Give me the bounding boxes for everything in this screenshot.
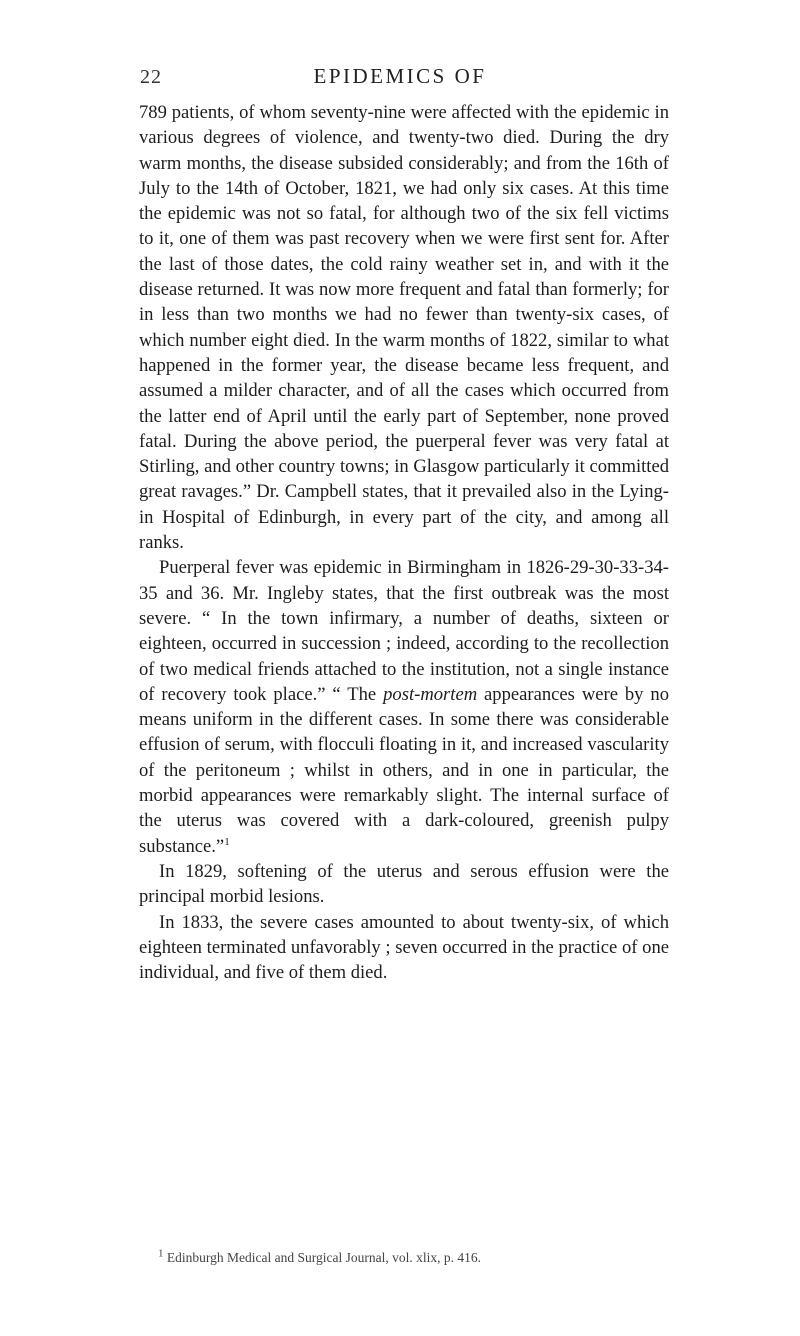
running-title: EPIDEMICS OF: [313, 64, 487, 88]
page-number: 22: [140, 66, 162, 88]
body-text: [139, 100, 669, 985]
paragraph-2-text-b: appearances were by no means uniform in the different cases. In some there was considerable effusion of serum, with flocculi floating in it, and increased vascularity of the peritoneum ; whilst in others, and in one in particular, the morbid appearances were remarkably slight. The internal surface of the uterus was covered with a dark-coloured, greenish pulpy substance.”: [139, 683, 669, 857]
italic-term: post-mortem: [383, 683, 478, 705]
footnote-marker: 1: [158, 1247, 164, 1260]
footnote: [158, 1247, 678, 1266]
footnote-text: Edinburgh Medical and Surgical Journal, vol. xlix, p. 416.: [163, 1250, 481, 1265]
paragraph-3: In 1829, softening of the uterus and serous effusion were the principal morbid lesions.: [139, 860, 669, 908]
footnote-reference: 1: [224, 835, 230, 848]
paragraph-1: 789 patients, of whom seventy-nine were affected with the epidemic in various degrees of violence, and twenty-two died. During the dry warm months, the disease subsided considerably; and from the 16th of July to the 14th of October, 1821, we had only six cases. At this time the epidemic was not so fatal, for although two of the six fell victims to it, one of them was past recovery when we were first sent for. After the last of those dates, the cold rainy weather set in, and with it the disease returned. It was now more frequent and fatal than formerly; for in less than two months we had no fewer than twenty-six cases, of which number eight died. In the warm months of 1822, similar to what happened in the former year, the disease became less frequent, and assumed a milder character, and of all the cases which occurred from the latter end of April until the early part of September, none proved fatal. During the above period, the puerperal fever was very fatal at Stirling, and other country towns; in Glasgow particularly it committed great ravages.” Dr. Campbell states, that it prevailed also in the Lying-in Hospital of Edinburgh, in every part of the city, and among all ranks.: [139, 102, 669, 554]
paragraph-2-text-a: Puerperal fever was epidemic in Birmingham in 1826-29-30-33-34-35 and 36. Mr. Ingleby states, that the first outbreak was the most severe. “ In the town infirmary, a number of deaths, sixteen or eighteen, occurred in succession ; indeed, according to the recollection of two medical friends attached to the institution, not a single instance of recovery took place.” “ The: [139, 557, 669, 705]
paragraph-2: [139, 555, 669, 859]
paragraph-4: In 1833, the severe cases amounted to about twenty-six, of which eighteen terminated unfavorably ; seven occurred in the practice of one individual, and five of them died.: [139, 911, 669, 984]
